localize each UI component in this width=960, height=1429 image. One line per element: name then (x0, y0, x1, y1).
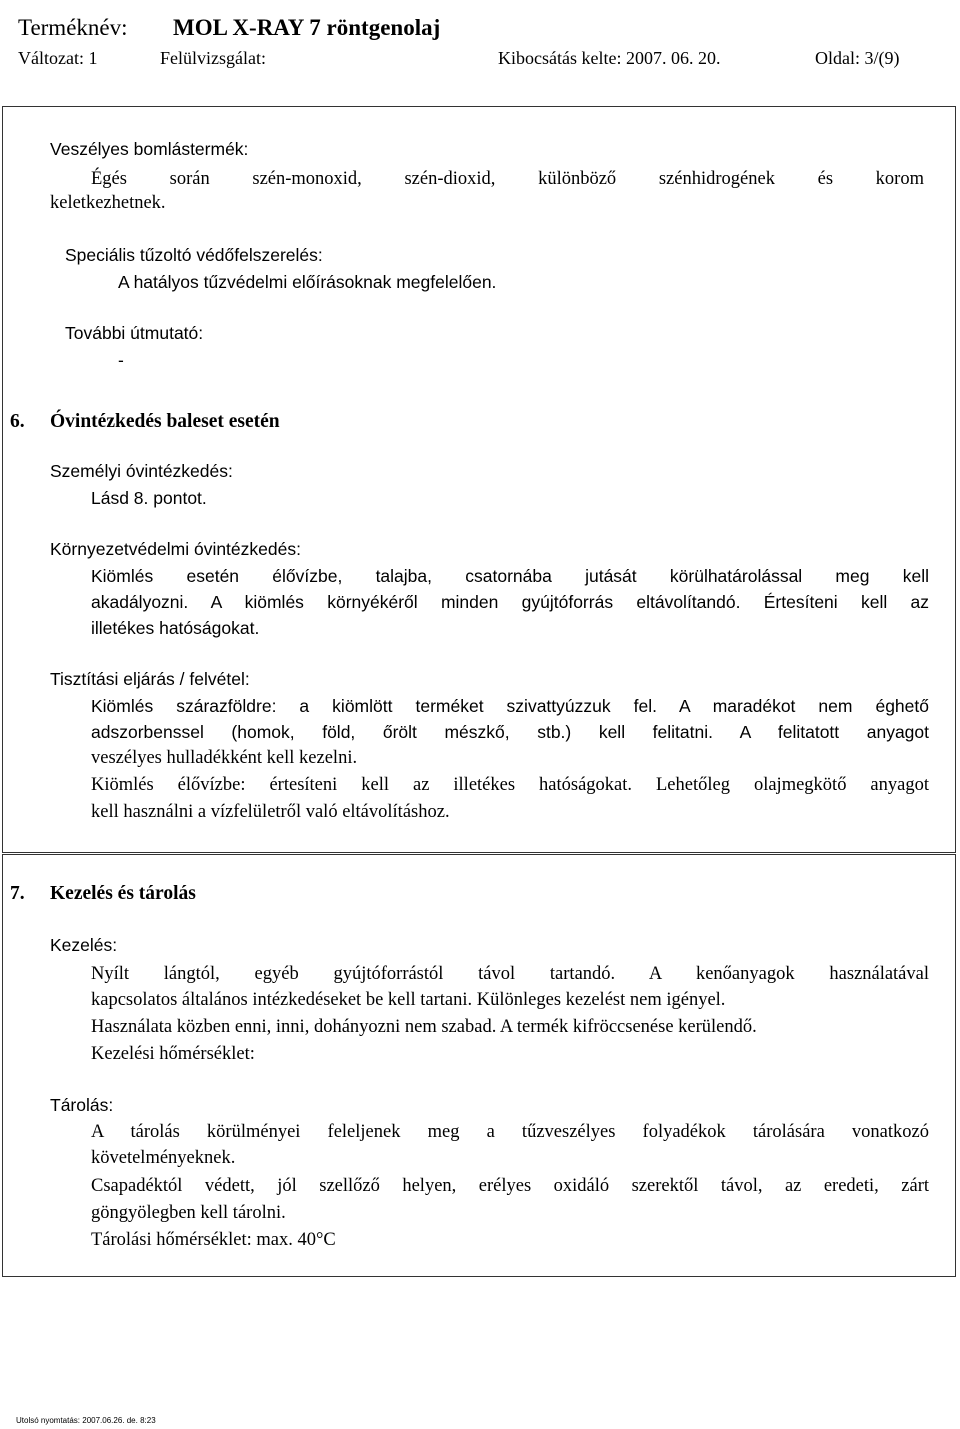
section-7-title: Kezelés és tárolás (50, 883, 196, 904)
section-7-number: 7. (10, 883, 25, 904)
meta-row (18, 44, 948, 72)
handling-line-3: Használata közben enni, inni, dohányozni nem szabad. A termék kifröccsenése kerülendő. (91, 1017, 757, 1037)
hazard-heading: Veszélyes bomlástermék: (50, 139, 249, 159)
cleanup-line-5: kell használni a vízfelületről való eltávolításhoz. (91, 802, 450, 822)
product-label: Terméknév: (18, 15, 128, 40)
handling-line-1: Nyílt lángtól, egyéb gyújtóforrástól távol tartandó. A kenőanyagok használatával (91, 964, 929, 984)
handling-temp: Kezelési hőmérséklet: (91, 1044, 255, 1064)
hazard-line-1: Égés során szén-monoxid, szén-dioxid, különböző szénhidrogének és korom (91, 169, 924, 189)
equipment-text: A hatályos tűzvédelmi előírásoknak megfelelően. (118, 272, 497, 292)
storage-line-1: A tárolás körülményei feleljenek meg a tűzveszélyes folyadékok tárolására vonatkozó (91, 1122, 929, 1142)
storage-line-3: Csapadéktól védett, jól szellőző helyen, erélyes oxidáló szerektől távol, az eredeti, zárt (91, 1176, 929, 1196)
version: Változat: 1 (18, 48, 98, 68)
product-name: MOL X-RAY 7 röntgenolaj (173, 15, 441, 40)
equipment-heading: Speciális tűzoltó védőfelszerelés: (65, 245, 323, 265)
handling-heading: Kezelés: (50, 935, 118, 955)
env-heading: Környezetvédelmi óvintézkedés: (50, 539, 301, 559)
cleanup-heading: Tisztítási eljárás / felvétel: (50, 669, 250, 689)
hazard-line-2: keletkezhetnek. (50, 193, 166, 213)
storage-line-2: követelményeknek. (91, 1148, 236, 1168)
revision: Felülvizsgálat: (160, 48, 266, 68)
personal-heading: Személyi óvintézkedés: (50, 461, 233, 481)
section-6-title: Óvintézkedés baleset esetén (50, 411, 280, 432)
last-printed: Utolsó nyomtatás: 2007.06.26. de. 8:23 (16, 1416, 156, 1425)
storage-temp: Tárolási hőmérséklet: max. 40°C (91, 1230, 336, 1250)
cleanup-line-2: adszorbenssel (homok, föld, őrölt mészkő, stb.) kell felitatni. A felitatott anyagot (91, 722, 929, 742)
guidance-heading: További útmutató: (65, 323, 204, 343)
env-line-3: illetékes hatóságokat. (91, 618, 260, 638)
cleanup-line-1: Kiömlés szárazföldre: a kiömlött terméket szivattyúzzuk fel. A maradékot nem éghető (91, 696, 929, 716)
section-6-number: 6. (10, 411, 25, 432)
page-number: Oldal: 3/(9) (815, 48, 900, 68)
storage-line-4: göngyölegben kell tárolni. (91, 1203, 286, 1223)
env-line-2: akadályozni. A kiömlés környékéről minden gyújtóforrás eltávolítandó. Értesíteni kell az (91, 592, 929, 612)
document-header (18, 12, 948, 72)
issue-date: Kibocsátás kelte: 2007. 06. 20. (498, 48, 721, 68)
storage-heading: Tárolás: (50, 1095, 114, 1115)
product-row (18, 12, 948, 44)
personal-text: Lásd 8. pontot. (91, 488, 207, 508)
guidance-text: - (118, 350, 124, 370)
env-line-1: Kiömlés esetén élővízbe, talajba, csatornába jutását körülhatárolással meg kell (91, 566, 929, 586)
handling-line-2: kapcsolatos általános intézkedéseket be kell tartani. Különleges kezelést nem igényel. (91, 990, 726, 1010)
cleanup-line-4: Kiömlés élővízbe: értesíteni kell az illetékes hatóságokat. Lehetőleg olajmegkötő anyagot (91, 775, 929, 795)
cleanup-line-3: veszélyes hulladékként kell kezelni. (91, 748, 358, 768)
